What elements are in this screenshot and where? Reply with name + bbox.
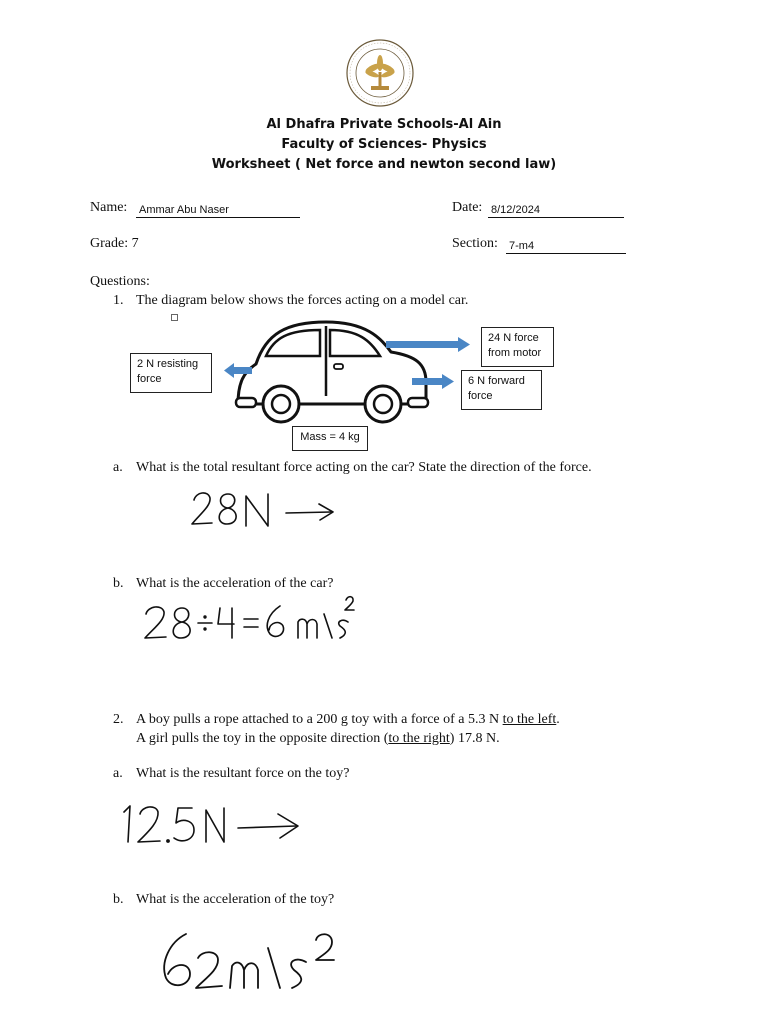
school-logo (343, 38, 417, 108)
q2-line2 (136, 731, 500, 747)
q2-line2-underlined: to the right (388, 731, 450, 746)
resisting-force-line2: force (137, 373, 162, 385)
faculty-name: Faculty of Sciences- Physics (281, 137, 487, 152)
motor-force-box (481, 327, 554, 367)
name-field[interactable]: Ammar Abu Naser (136, 204, 300, 218)
date-label: Date: (452, 200, 483, 215)
worksheet-title: Worksheet ( Net force and newton second law) (211, 157, 557, 172)
questions-heading: Questions: (90, 274, 150, 289)
q1b-letter: b. (113, 576, 124, 591)
q2a-text: What is the resultant force on the toy? (136, 766, 350, 781)
forward-force-line2: force (468, 390, 493, 402)
motor-force-line1: 24 N force (488, 332, 539, 344)
q2-line1-pre: A boy pulls a rope attached to a 200 g toy with a force of a 5.3 N (136, 712, 503, 727)
mass-box (292, 426, 368, 451)
handwriting-62ms2 (156, 922, 356, 994)
q1a-text: What is the total resultant force acting on the car? State the direction of the force. (136, 460, 592, 475)
q2b-letter: b. (113, 892, 124, 907)
q2-line1-post: . (556, 712, 560, 727)
handwriting-28-div-4 (140, 592, 370, 648)
section-label: Section: (452, 236, 498, 251)
q1a-answer (186, 482, 346, 537)
q2-line2-post: ) 17.8 N. (449, 731, 500, 746)
q2-line1-underlined: to the left (502, 712, 557, 727)
q2a-letter: a. (113, 766, 123, 781)
handwriting-12-5n-arrow (118, 796, 318, 852)
forward-force-line1: 6 N forward (468, 375, 525, 387)
q2a-answer (118, 796, 318, 857)
q2-number: 2. (113, 712, 124, 727)
arrow-motor (386, 337, 470, 352)
resisting-force-box (130, 353, 212, 393)
date-field[interactable]: 8/12/2024 (488, 204, 624, 218)
arrow-forward (412, 374, 454, 389)
school-name: Al Dhafra Private Schools-Al Ain (266, 117, 502, 132)
small-square-mark (171, 314, 178, 321)
mass-label: Mass = 4 kg (300, 431, 360, 443)
q1b-answer (140, 592, 370, 653)
q1-text: The diagram below shows the forces acting on a model car. (136, 293, 469, 308)
q1b-text: What is the acceleration of the car? (136, 576, 334, 591)
grade-label: Grade: 7 (90, 236, 139, 251)
q1a-letter: a. (113, 460, 123, 475)
q2b-text: What is the acceleration of the toy? (136, 892, 335, 907)
q2b-answer (156, 922, 356, 999)
arrow-resisting (224, 363, 252, 378)
q2-line2-pre: A girl pulls the toy in the opposite direction ( (136, 731, 389, 746)
motor-force-line2: from motor (488, 347, 542, 359)
q1-number: 1. (113, 293, 124, 308)
school-seal-icon (343, 38, 417, 108)
q2-line1 (136, 712, 560, 728)
section-field[interactable]: 7-m4 (506, 240, 626, 254)
resisting-force-line1: 2 N resisting (137, 358, 199, 370)
forward-force-box (461, 370, 542, 410)
handwriting-28n-arrow (186, 482, 346, 532)
name-label: Name: (90, 200, 128, 215)
